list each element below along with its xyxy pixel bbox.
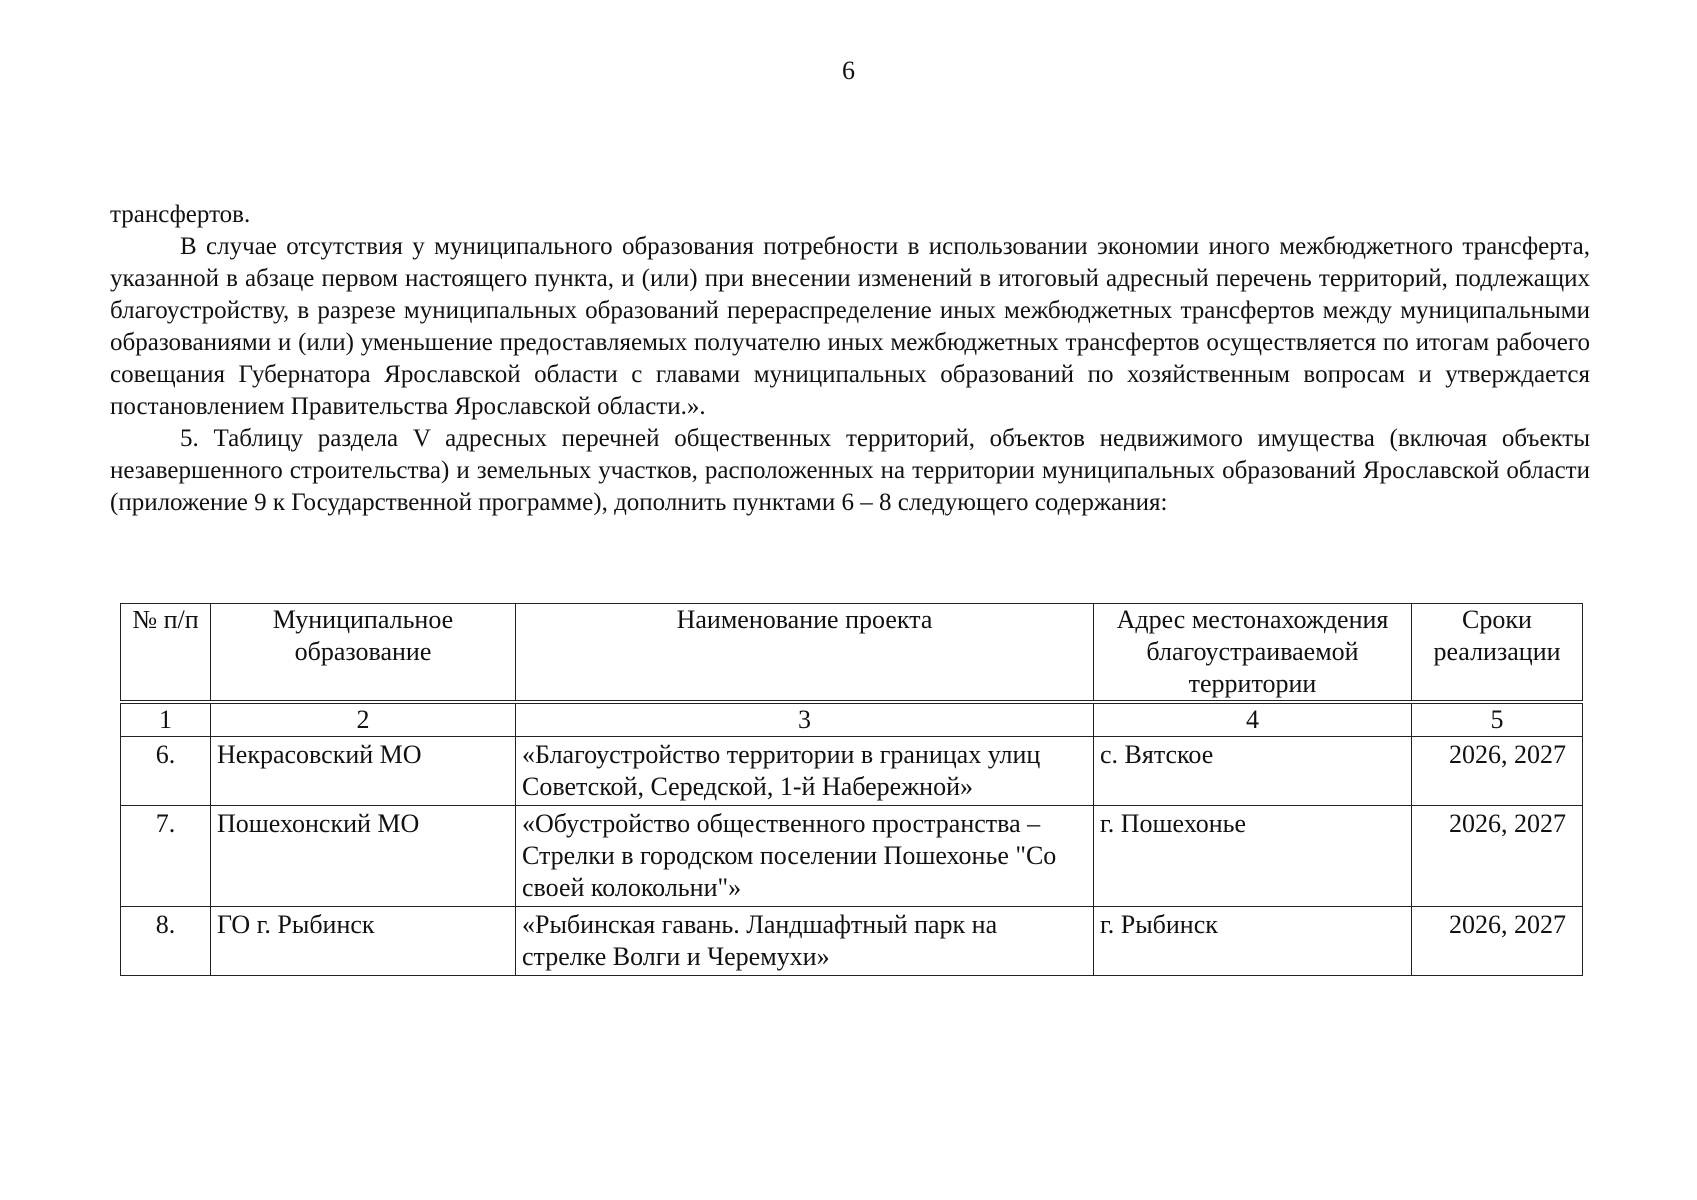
row-project-name: «Рыбинская гавань. Ландшафтный парк на стрелке Волги и Черемухи» bbox=[516, 907, 1094, 976]
header-address: Адрес местонахождения благоустраиваемой территории bbox=[1094, 604, 1412, 703]
column-number: 4 bbox=[1094, 702, 1412, 737]
column-number-row bbox=[121, 702, 1583, 737]
page-number: 6 bbox=[842, 56, 855, 85]
row-terms: 2026, 2027 bbox=[1412, 737, 1583, 806]
row-municipality: Некрасовский МО bbox=[211, 737, 516, 806]
table-row bbox=[121, 806, 1583, 907]
header-number: № п/п bbox=[121, 604, 211, 703]
table-row bbox=[121, 737, 1583, 806]
row-number: 7. bbox=[121, 806, 211, 907]
header-terms: Сроки реализации bbox=[1412, 604, 1583, 703]
row-terms: 2026, 2027 bbox=[1412, 806, 1583, 907]
column-number: 5 bbox=[1412, 702, 1583, 737]
row-project-name: «Благоустройство территории в границах улиц Советской, Середской, 1-й Набережной» bbox=[516, 737, 1094, 806]
row-address: г. Рыбинск bbox=[1094, 907, 1412, 976]
body-text bbox=[110, 199, 1590, 519]
column-number: 2 bbox=[211, 702, 516, 737]
paragraph-redistribution: В случае отсутствия у муниципального образования потребности в использовании экономии иного межбюджетного трансферта, указанной в абзаце первом настоящего пункта, и (или) при внесении изменений в итоговый адресный перечень территорий, подлежащих благоустройству, в разрезе муниципальных образований перераспределение иных межбюджетных трансфертов между муниципальными образованиями и (или) уменьшение предоставляемых получателю иных межбюджетных трансфертов осуществляется по итогам рабочего совещания Губернатора Ярославской области с главами муниципальных образований по хозяйственным вопросам и утверждается постановлением Правительства Ярославской области.». bbox=[110, 233, 1590, 420]
row-terms: 2026, 2027 bbox=[1412, 907, 1583, 976]
row-municipality: ГО г. Рыбинск bbox=[211, 907, 516, 976]
row-number: 8. bbox=[121, 907, 211, 976]
row-municipality: Пошехонский МО bbox=[211, 806, 516, 907]
header-project-name: Наименование проекта bbox=[516, 604, 1094, 703]
projects-table bbox=[120, 603, 1583, 976]
row-number: 6. bbox=[121, 737, 211, 806]
row-project-name: «Обустройство общественного пространства – Стрелки в городском поселении Пошехонье "Со своей колокольни"» bbox=[516, 806, 1094, 907]
header-municipality: Муниципальное образование bbox=[211, 604, 516, 703]
paragraph-continuation: трансфертов. bbox=[110, 201, 251, 228]
paragraph-item-5: 5. Таблицу раздела V адресных перечней общественных территорий, объектов недвижимого имущества (включая объекты незавершенного строительства) и земельных участков, расположенных на территории муниципальных образований Ярославской области (приложение 9 к Государственной программе), дополнить пунктами 6 – 8 следующего содержания: bbox=[110, 425, 1590, 516]
row-address: с. Вятское bbox=[1094, 737, 1412, 806]
column-number: 3 bbox=[516, 702, 1094, 737]
table-header-row bbox=[121, 604, 1583, 703]
column-number: 1 bbox=[121, 702, 211, 737]
row-address: г. Пошехонье bbox=[1094, 806, 1412, 907]
table-row bbox=[121, 907, 1583, 976]
